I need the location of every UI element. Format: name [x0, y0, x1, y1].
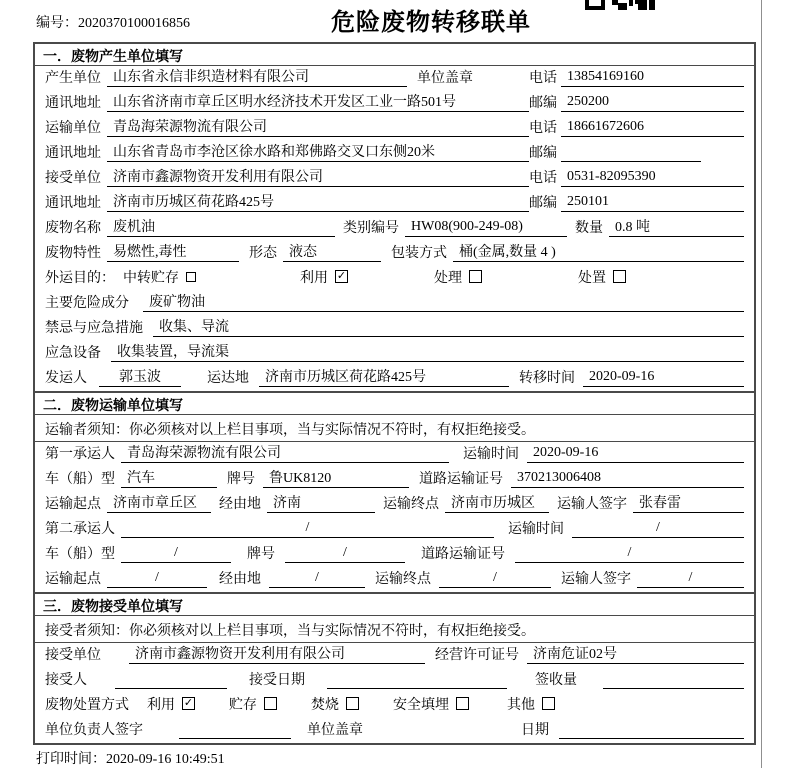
phone-label: 电话: [529, 121, 557, 136]
equipment-value: 收集装置，导流渠: [111, 341, 744, 362]
origin1-value: 济南市章丘区: [107, 492, 211, 513]
receiver-label: 接受单位: [45, 648, 101, 663]
option-label: 贮存: [229, 698, 257, 713]
checkbox-disposal-storage: [264, 697, 277, 710]
shipper-label: 发运人: [45, 371, 87, 386]
via-label: 经由地: [219, 572, 261, 587]
signed-qty-value: [603, 671, 744, 689]
receiver-value: 济南市鑫源物资开发利用有限公司: [107, 166, 529, 187]
address-label: 通讯地址: [45, 146, 101, 161]
transporter-phone-value: 18661672606: [561, 119, 744, 137]
option-label: 焚烧: [311, 698, 339, 713]
purpose-option-utilize: [300, 267, 348, 287]
checkbox-disposal-landfill: [456, 697, 469, 710]
zip-label: 邮编: [529, 96, 557, 111]
option-label: 处理: [434, 271, 462, 286]
checkbox-disposal-utilize: ✓: [183, 697, 194, 709]
receiver-row: [35, 166, 754, 191]
transporter-zip-value: [561, 144, 701, 162]
origin-label: 运输起点: [45, 572, 101, 587]
trait-label: 废物特性: [45, 246, 101, 261]
carrier-sign1-value: 张春雷: [633, 492, 744, 513]
disposal-option-incinerate: [311, 694, 359, 714]
producer-address-value: 山东省济南市章丘区明水经济技术开发区工业一路501号: [107, 91, 529, 112]
terminus2-value: /: [439, 570, 551, 588]
route1-row: [35, 492, 754, 517]
transporter-address-value: 山东省青岛市李沧区徐水路和郑佛路交叉口东侧20米: [107, 141, 529, 162]
form-value: 液态: [283, 241, 381, 262]
plate2-value: /: [285, 545, 405, 563]
carrier-sign-label: 运输人签字: [557, 497, 627, 512]
vehicle1-row: [35, 467, 754, 492]
recipient-label: 接受人: [45, 673, 87, 688]
hazard-row: [35, 291, 754, 316]
recipient-row: [35, 668, 754, 693]
receive-unit-row: [35, 643, 754, 668]
shipper-value: 郭玉波: [99, 366, 181, 387]
category-value: HW08(900-249-08): [405, 219, 567, 237]
responsible-sign-row: [35, 718, 754, 743]
shipper-row: [35, 366, 754, 391]
producer-label: 产生单位: [45, 71, 101, 86]
equipment-label: 应急设备: [45, 346, 101, 361]
equipment-row: [35, 341, 754, 366]
carrier-sign-label: 运输人签字: [561, 572, 631, 587]
purpose-label: 外运目的：: [45, 271, 115, 286]
road-permit-label: 道路运输证号: [419, 472, 503, 487]
unit-seal-label: 单位盖章: [307, 723, 363, 738]
disposal-option-storage: [229, 694, 277, 714]
vehicle-label: 车（船）型: [45, 547, 115, 562]
purpose-option-transfer-storage: [123, 267, 196, 287]
phone-label: 电话: [529, 71, 557, 86]
address-label: 通讯地址: [45, 196, 101, 211]
receiver-address-row: [35, 191, 754, 216]
responsible-sign-value: [179, 721, 291, 739]
waste-name-label: 废物名称: [45, 221, 101, 236]
receiver-address-value: 济南市历城区荷花路425号: [107, 191, 529, 212]
via1-value: 济南: [267, 492, 375, 513]
checkbox-disposal-incinerate: [346, 697, 359, 710]
checkbox-dispose: [613, 270, 626, 283]
vehicle2-value: /: [121, 545, 231, 563]
section3-title: 三．废物接受单位填写: [35, 594, 754, 616]
plate1-value: 鲁UK8120: [263, 467, 409, 488]
route2-row: [35, 567, 754, 592]
permit-value: 济南危证02号: [527, 643, 744, 664]
carrier2-row: [35, 517, 754, 542]
origin-label: 运输起点: [45, 497, 101, 512]
vehicle2-row: [35, 542, 754, 567]
print-time-value: 2020-09-16 10:49:51: [106, 752, 225, 767]
receiver-label: 接受单位: [45, 171, 101, 186]
plate-label: 牌号: [227, 472, 255, 487]
carrier2-value: /: [121, 520, 494, 538]
transport-time2-value: /: [572, 520, 744, 538]
hazard-label: 主要危险成分: [45, 296, 129, 311]
option-label: 利用: [147, 698, 175, 713]
option-label: 利用: [300, 271, 328, 286]
option-label: 其他: [507, 698, 535, 713]
waste-trait-row: [35, 241, 754, 266]
transporter-row: [35, 116, 754, 141]
transport-time1-value: 2020-09-16: [527, 445, 744, 463]
producer-row: [35, 66, 754, 91]
road-permit2-value: /: [515, 545, 744, 563]
hazard-value: 废矿物油: [143, 291, 744, 312]
road-permit-label: 道路运输证号: [421, 547, 505, 562]
origin2-value: /: [107, 570, 207, 588]
vehicle-label: 车（船）型: [45, 472, 115, 487]
producer-value: 山东省永信非织造材料有限公司: [107, 66, 407, 87]
via-label: 经由地: [219, 497, 261, 512]
option-label: 处置: [578, 271, 606, 286]
checkbox-transfer-storage: [186, 272, 196, 282]
accept-date-value: [327, 671, 507, 689]
transport-time-label: 运输时间: [463, 447, 519, 462]
road-permit1-value: 370213006408: [511, 470, 744, 488]
disposal-option-landfill: [393, 694, 469, 714]
quantity-value: 0.8 吨: [609, 216, 744, 237]
serial-line: [36, 12, 190, 32]
carrier2-label: 第二承运人: [45, 522, 115, 537]
destination-label: 运达地: [207, 371, 249, 386]
responsible-sign-label: 单位负责人签字: [45, 723, 143, 738]
zip-label: 邮编: [529, 196, 557, 211]
permit-label: 经营许可证号: [435, 648, 519, 663]
producer-phone-value: 13854169160: [561, 69, 744, 87]
carrier1-label: 第一承运人: [45, 447, 115, 462]
receiver-notice: 接受者须知：你必须核对以上栏目事项，当与实际情况不符时，有权拒绝接受。: [35, 616, 754, 643]
serial-number: 2020370100016856: [78, 16, 190, 31]
packing-value: 桶(金属,数量 4 ): [453, 241, 744, 262]
producer-zip-value: 250200: [561, 94, 744, 112]
category-label: 类别编号: [343, 221, 399, 236]
form-label: 形态: [249, 246, 277, 261]
section-transporter: [35, 393, 754, 594]
receiver-value: 济南市鑫源物资开发利用有限公司: [129, 643, 425, 664]
date-label: 日期: [521, 723, 549, 738]
purpose-option-treat: [434, 267, 482, 287]
trait-value: 易燃性,毒性: [107, 241, 239, 262]
transporter-address-row: [35, 141, 754, 166]
purpose-option-dispose: [578, 267, 626, 287]
destination-value: 济南市历城区荷花路425号: [259, 366, 509, 387]
unit-seal-label: 单位盖章: [417, 71, 473, 86]
section-receiver: [35, 594, 754, 743]
transfer-form: [33, 42, 756, 745]
receiver-zip-value: 250101: [561, 194, 744, 212]
accept-date-label: 接受日期: [249, 673, 305, 688]
section-producer: [35, 44, 754, 393]
signed-qty-label: 签收量: [535, 673, 577, 688]
purpose-row: [35, 266, 754, 291]
carrier1-row: [35, 442, 754, 467]
carrier-sign2-value: /: [637, 570, 744, 588]
producer-address-row: [35, 91, 754, 116]
taboo-row: [35, 316, 754, 341]
checkbox-disposal-other: [542, 697, 555, 710]
serial-label: 编号：: [36, 16, 78, 31]
carrier1-value: 青岛海荣源物流有限公司: [121, 442, 449, 463]
via2-value: /: [269, 570, 365, 588]
terminus-label: 运输终点: [383, 497, 439, 512]
transporter-value: 青岛海荣源物流有限公司: [107, 116, 529, 137]
taboo-label: 禁忌与应急措施: [45, 321, 143, 336]
qr-code-fragment: [585, 0, 655, 10]
section1-title: 一．废物产生单位填写: [35, 44, 754, 66]
packing-label: 包装方式: [391, 246, 447, 261]
print-time-line: [36, 748, 225, 768]
address-label: 通讯地址: [45, 96, 101, 111]
page-title: 危险废物转移联单: [331, 10, 531, 36]
disposal-option-utilize: [147, 694, 195, 714]
vehicle1-value: 汽车: [121, 467, 217, 488]
date-value: [559, 721, 744, 739]
terminus1-value: 济南市历城区: [445, 492, 549, 513]
zip-label: 邮编: [529, 146, 557, 161]
checkbox-treat: [469, 270, 482, 283]
page-edge-divider: [761, 0, 762, 768]
transfer-time-label: 转移时间: [519, 371, 575, 386]
option-label: 安全填埋: [393, 698, 449, 713]
section2-title: 二．废物运输单位填写: [35, 393, 754, 415]
checkbox-utilize: ✓: [336, 270, 347, 282]
disposal-label: 废物处置方式: [45, 698, 129, 713]
print-time-label: 打印时间：: [36, 752, 106, 767]
quantity-label: 数量: [575, 221, 603, 236]
disposal-option-other: [507, 694, 555, 714]
waste-name-value: 废机油: [107, 216, 335, 237]
plate-label: 牌号: [247, 547, 275, 562]
recipient-value: [115, 671, 227, 689]
disposal-row: [35, 693, 754, 718]
transporter-label: 运输单位: [45, 121, 101, 136]
transporter-notice: 运输者须知：你必须核对以上栏目事项，当与实际情况不符时，有权拒绝接受。: [35, 415, 754, 442]
transfer-time-value: 2020-09-16: [583, 369, 744, 387]
receiver-phone-value: 0531-82095390: [561, 169, 744, 187]
terminus-label: 运输终点: [375, 572, 431, 587]
transport-time-label: 运输时间: [508, 522, 564, 537]
waste-name-row: [35, 216, 754, 241]
option-label: 中转贮存: [123, 271, 179, 286]
phone-label: 电话: [529, 171, 557, 186]
taboo-value: 收集、导流: [153, 316, 744, 337]
